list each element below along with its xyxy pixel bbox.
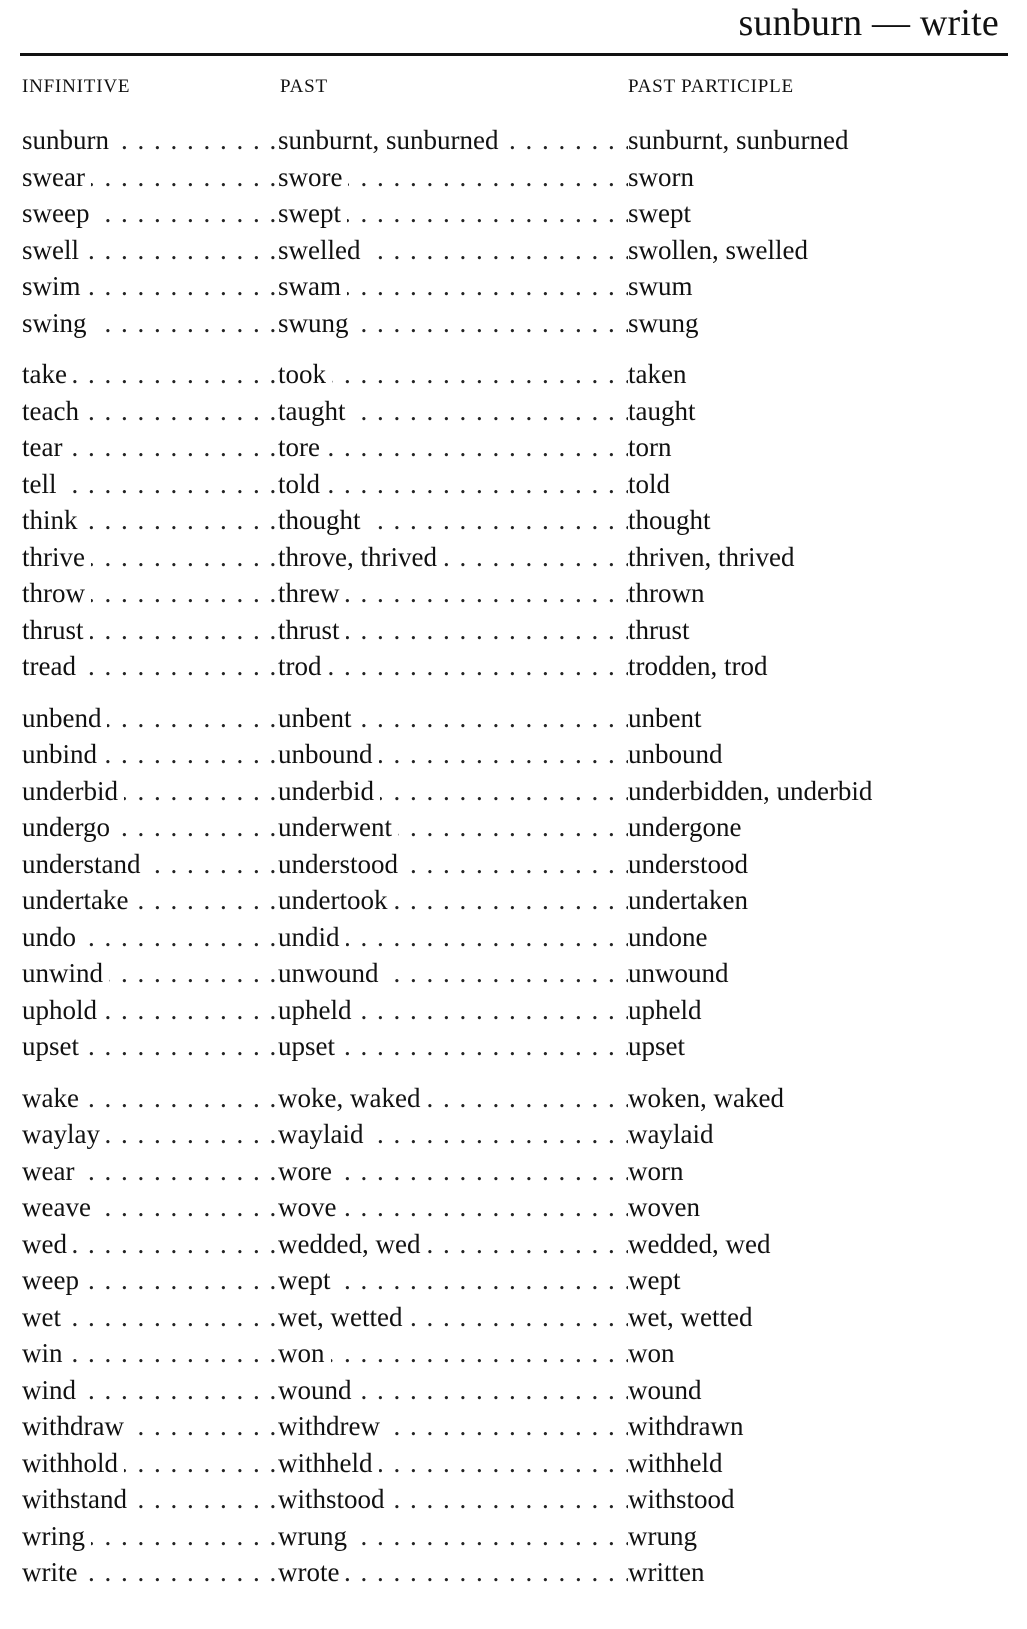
infinitive-cell-text: wed [22,1229,73,1259]
past-cell [278,955,628,991]
table-row [0,1262,1027,1299]
past-participle-cell-text: withheld [628,1447,723,1478]
past-participle-cell-text: thriven, thrived [628,541,795,572]
infinitive-cell-text: unbend [22,703,107,733]
infinitive-cell [22,648,278,684]
infinitive-cell [22,1554,278,1590]
past-participle-cell-text: thrust [628,614,690,645]
infinitive-cell-text: swell [22,235,85,265]
past-cell [278,809,628,845]
infinitive-cell-text: tread [22,651,82,681]
past-participle-cell-text: undertaken [628,885,748,915]
infinitive-cell-text: undergo [22,812,116,842]
past-cell-text: wet, wetted [278,1302,408,1332]
past-cell-text: wrung [278,1521,353,1551]
past-participle-cell [628,919,1018,955]
header-past-participle: PAST PARTICIPLE [628,76,794,97]
past-participle-cell-text: wound [628,1374,702,1405]
past-cell [278,773,628,809]
infinitive-cell-text: wake [22,1083,85,1113]
past-participle-cell [628,305,1018,341]
past-participle-cell [628,232,1018,268]
past-cell [278,305,628,341]
past-participle-cell-text: trodden, trod [628,651,768,681]
table-row [0,1153,1027,1190]
past-participle-cell [628,992,1018,1028]
past-participle-cell [628,1189,1018,1225]
infinitive-cell-text: wind [22,1375,82,1405]
past-cell-text: wound [278,1375,358,1405]
past-cell-text: withstood [278,1484,391,1514]
past-cell [278,1299,628,1335]
infinitive-cell [22,809,278,845]
past-participle-cell-text: unbent [628,702,702,733]
past-participle-cell-text: worn [628,1155,684,1186]
past-participle-cell [628,773,1018,809]
table-row [0,1554,1027,1591]
table-row [0,1080,1027,1117]
past-participle-cell [628,195,1018,231]
past-cell-text: wept [278,1265,336,1295]
infinitive-cell-text: sunburn [22,125,115,155]
infinitive-cell-text: understand [22,849,146,879]
past-participle-cell-text: woven [628,1192,700,1222]
verb-group [0,700,1027,1065]
table-row [0,429,1027,466]
infinitive-cell [22,1262,278,1298]
past-cell-text: sunburnt, sunburned [278,125,504,155]
past-participle-cell [628,1372,1018,1408]
past-cell-text: wore [278,1156,338,1186]
past-participle-cell [628,882,1018,918]
table-row [0,919,1027,956]
past-cell [278,393,628,429]
table-row [0,305,1027,342]
past-participle-cell-text: wedded, wed [628,1228,771,1259]
past-cell-text: swam [278,271,347,301]
past-cell-text: waylaid [278,1119,369,1149]
past-cell-text: unbound [278,739,379,769]
table-row [0,1028,1027,1065]
past-participle-cell-text: written [628,1557,705,1587]
past-participle-cell-text: woken, waked [628,1082,784,1113]
infinitive-cell [22,1372,278,1408]
table-row [0,159,1027,196]
table-row [0,539,1027,576]
table-row [0,575,1027,612]
past-participle-cell-text: undone [628,921,708,952]
table-row [0,955,1027,992]
past-cell-text: taught [278,396,352,426]
past-cell-text: underwent [278,812,398,842]
infinitive-cell [22,1189,278,1225]
past-participle-cell [628,356,1018,392]
past-participle-cell-text: upset [628,1031,685,1061]
past-participle-cell-text: underbidden, underbid [628,775,873,806]
infinitive-cell-text: thrive [22,542,91,572]
past-participle-cell-text: taken [628,359,687,389]
past-cell-text: thrust [278,615,346,645]
past-cell [278,1554,628,1590]
past-cell [278,882,628,918]
past-cell [278,429,628,465]
verb-group [0,122,1027,341]
infinitive-cell [22,1116,278,1152]
past-cell [278,736,628,772]
past-participle-cell [628,1408,1018,1444]
past-cell-text: unwound [278,958,385,988]
past-cell [278,122,628,158]
past-participle-cell-text: upheld [628,994,702,1025]
past-participle-cell-text: wept [628,1265,681,1295]
past-cell [278,1335,628,1371]
table-row [0,846,1027,883]
past-participle-cell [628,612,1018,648]
past-cell-text: undertook [278,885,393,915]
past-cell [278,1226,628,1262]
past-cell [278,919,628,955]
infinitive-cell [22,393,278,429]
infinitive-cell-text: undo [22,922,82,952]
past-participle-cell [628,268,1018,304]
infinitive-cell-text: undertake [22,885,134,915]
infinitive-cell-text: weave [22,1192,97,1222]
past-participle-cell [628,736,1018,772]
infinitive-cell [22,1153,278,1189]
table-row [0,356,1027,393]
table-row [0,1518,1027,1555]
past-participle-cell [628,539,1018,575]
table-row [0,1299,1027,1336]
infinitive-cell [22,122,278,158]
past-participle-cell-text: taught [628,395,696,426]
past-participle-cell-text: told [628,468,671,499]
past-cell [278,1518,628,1554]
infinitive-cell [22,700,278,736]
past-participle-cell-text: torn [628,432,672,462]
past-participle-cell-text: undergone [628,812,742,842]
past-cell-text: underbid [278,776,380,806]
past-participle-cell-text: understood [628,848,748,879]
past-cell [278,466,628,502]
infinitive-cell [22,1408,278,1444]
past-cell [278,1262,628,1298]
infinitive-cell [22,1028,278,1064]
past-participle-cell-text: withdrawn [628,1411,744,1441]
past-cell-text: wrote [278,1557,345,1587]
past-cell [278,356,628,392]
past-cell [278,612,628,648]
table-row [0,393,1027,430]
past-cell [278,648,628,684]
past-cell [278,846,628,882]
past-participle-cell [628,159,1018,195]
infinitive-cell [22,612,278,648]
verb-group [0,356,1027,685]
past-cell [278,159,628,195]
past-cell-text: threw [278,578,345,608]
infinitive-cell [22,1481,278,1517]
table-row [0,268,1027,305]
infinitive-cell [22,1518,278,1554]
past-cell-text: trod [278,651,328,681]
verb-table [0,122,1027,1606]
infinitive-cell-text: waylay [22,1119,106,1149]
past-cell-text: withheld [278,1448,379,1478]
table-row [0,466,1027,503]
past-cell [278,1153,628,1189]
infinitive-cell [22,1226,278,1262]
past-participle-cell-text: unbound [628,739,723,769]
past-participle-cell [628,122,1018,158]
past-cell [278,575,628,611]
table-row [0,882,1027,919]
infinitive-cell-text: teach [22,396,85,426]
infinitive-cell-text: wear [22,1156,80,1186]
table-row [0,992,1027,1029]
infinitive-cell-text: think [22,505,84,535]
past-participle-cell [628,846,1018,882]
past-participle-cell [628,429,1018,465]
infinitive-cell-text: unbind [22,739,103,769]
past-participle-cell-text: swept [628,198,691,228]
past-participle-cell-text: wrung [628,1520,697,1551]
past-cell [278,700,628,736]
past-cell [278,1189,628,1225]
past-participle-cell-text: swung [628,307,699,338]
past-cell [278,1028,628,1064]
header-rule [20,53,1008,56]
past-participle-cell [628,502,1018,538]
infinitive-cell-text: upset [22,1031,85,1061]
infinitive-cell-text: tell [22,469,63,499]
past-participle-cell [628,1226,1018,1262]
infinitive-cell-text: thrust [22,615,90,645]
past-participle-cell-text: wet, wetted [628,1301,753,1332]
table-row [0,773,1027,810]
past-participle-cell [628,1262,1018,1298]
past-cell [278,232,628,268]
past-cell-text: undid [278,922,346,952]
verb-group [0,1080,1027,1591]
infinitive-cell-text: wet [22,1302,67,1332]
past-participle-cell [628,1335,1018,1371]
infinitive-cell [22,232,278,268]
past-participle-cell-text: sunburnt, sunburned [628,125,849,155]
past-participle-cell [628,1518,1018,1554]
infinitive-cell-text: tear [22,432,68,462]
infinitive-cell-text: uphold [22,995,103,1025]
infinitive-cell-text: weep [22,1265,85,1295]
past-participle-cell-text: swollen, swelled [628,234,808,265]
past-participle-cell-text: thought [628,505,711,535]
header-past: PAST [280,76,328,97]
infinitive-cell [22,955,278,991]
table-row [0,195,1027,232]
infinitive-cell [22,356,278,392]
infinitive-cell [22,429,278,465]
infinitive-cell-text: withdraw [22,1411,130,1441]
infinitive-cell-text: write [22,1557,83,1587]
past-participle-cell [628,466,1018,502]
past-cell-text: told [278,469,326,499]
past-cell [278,195,628,231]
infinitive-cell [22,502,278,538]
past-cell-text: wedded, wed [278,1229,426,1259]
past-cell [278,1481,628,1517]
infinitive-cell [22,882,278,918]
table-row [0,1189,1027,1226]
past-cell [278,502,628,538]
past-participle-cell [628,575,1018,611]
table-row [0,1481,1027,1518]
past-cell-text: withdrew [278,1411,386,1441]
table-row [0,122,1027,159]
infinitive-cell [22,305,278,341]
past-cell [278,1372,628,1408]
past-participle-cell-text: withstood [628,1484,735,1514]
table-row [0,232,1027,269]
past-cell-text: won [278,1338,331,1368]
infinitive-cell-text: take [22,359,73,389]
table-row [0,1445,1027,1482]
past-participle-cell-text: sworn [628,161,694,192]
table-row [0,1335,1027,1372]
past-cell-text: upheld [278,995,358,1025]
table-row [0,1226,1027,1263]
past-cell-text: wove [278,1192,342,1222]
past-cell [278,992,628,1028]
past-participle-cell [628,393,1018,429]
infinitive-cell [22,992,278,1028]
infinitive-cell-text: swear [22,162,91,192]
past-cell [278,268,628,304]
past-participle-cell [628,1554,1018,1590]
infinitive-cell [22,195,278,231]
infinitive-cell [22,773,278,809]
table-row [0,1116,1027,1153]
infinitive-cell [22,539,278,575]
past-cell [278,539,628,575]
past-cell [278,1408,628,1444]
infinitive-cell-text: win [22,1338,69,1368]
infinitive-cell [22,575,278,611]
infinitive-cell-text: withstand [22,1484,133,1514]
table-row [0,612,1027,649]
past-participle-cell-text: won [628,1338,675,1368]
infinitive-cell-text: underbid [22,776,124,806]
past-participle-cell [628,1481,1018,1517]
past-participle-cell [628,648,1018,684]
past-cell-text: swore [278,162,348,192]
past-cell-text: thought [278,505,367,535]
table-row [0,502,1027,539]
past-participle-cell [628,1080,1018,1116]
past-cell [278,1116,628,1152]
table-row [0,700,1027,737]
infinitive-cell-text: withhold [22,1448,124,1478]
running-head: sunburn — write [738,2,999,44]
table-row [0,736,1027,773]
infinitive-cell-text: throw [22,578,91,608]
infinitive-cell [22,268,278,304]
past-participle-cell [628,700,1018,736]
past-participle-cell-text: swum [628,271,693,301]
past-cell-text: unbent [278,703,358,733]
infinitive-cell [22,1080,278,1116]
infinitive-cell-text: unwind [22,958,109,988]
past-participle-cell-text: thrown [628,578,705,608]
past-participle-cell-text: waylaid [628,1119,714,1149]
infinitive-cell-text: swim [22,271,87,301]
past-participle-cell-text: unwound [628,958,729,988]
infinitive-cell [22,736,278,772]
infinitive-cell [22,466,278,502]
past-cell-text: upset [278,1031,341,1061]
infinitive-cell [22,159,278,195]
table-row [0,1372,1027,1409]
column-headers [0,76,1027,104]
past-participle-cell [628,1445,1018,1481]
past-cell-text: throve, thrived [278,542,443,572]
table-row [0,1408,1027,1445]
past-cell-text: swung [278,308,355,338]
past-cell-text: took [278,359,332,389]
past-participle-cell [628,1028,1018,1064]
past-cell [278,1445,628,1481]
infinitive-cell [22,1335,278,1371]
table-row [0,648,1027,685]
past-cell-text: understood [278,849,404,879]
past-cell-text: swept [278,198,347,228]
infinitive-cell-text: swing [22,308,93,338]
table-row [0,809,1027,846]
past-cell [278,1080,628,1116]
past-cell-text: woke, waked [278,1083,426,1113]
past-participle-cell [628,955,1018,991]
infinitive-cell [22,846,278,882]
past-participle-cell [628,1116,1018,1152]
header-infinitive: INFINITIVE [22,76,131,97]
past-cell-text: tore [278,432,326,462]
past-participle-cell [628,1299,1018,1335]
infinitive-cell [22,1299,278,1335]
infinitive-cell-text: sweep [22,198,95,228]
infinitive-cell-text: wring [22,1521,91,1551]
infinitive-cell [22,919,278,955]
past-participle-cell [628,809,1018,845]
infinitive-cell [22,1445,278,1481]
past-participle-cell [628,1153,1018,1189]
past-cell-text: swelled [278,235,366,265]
